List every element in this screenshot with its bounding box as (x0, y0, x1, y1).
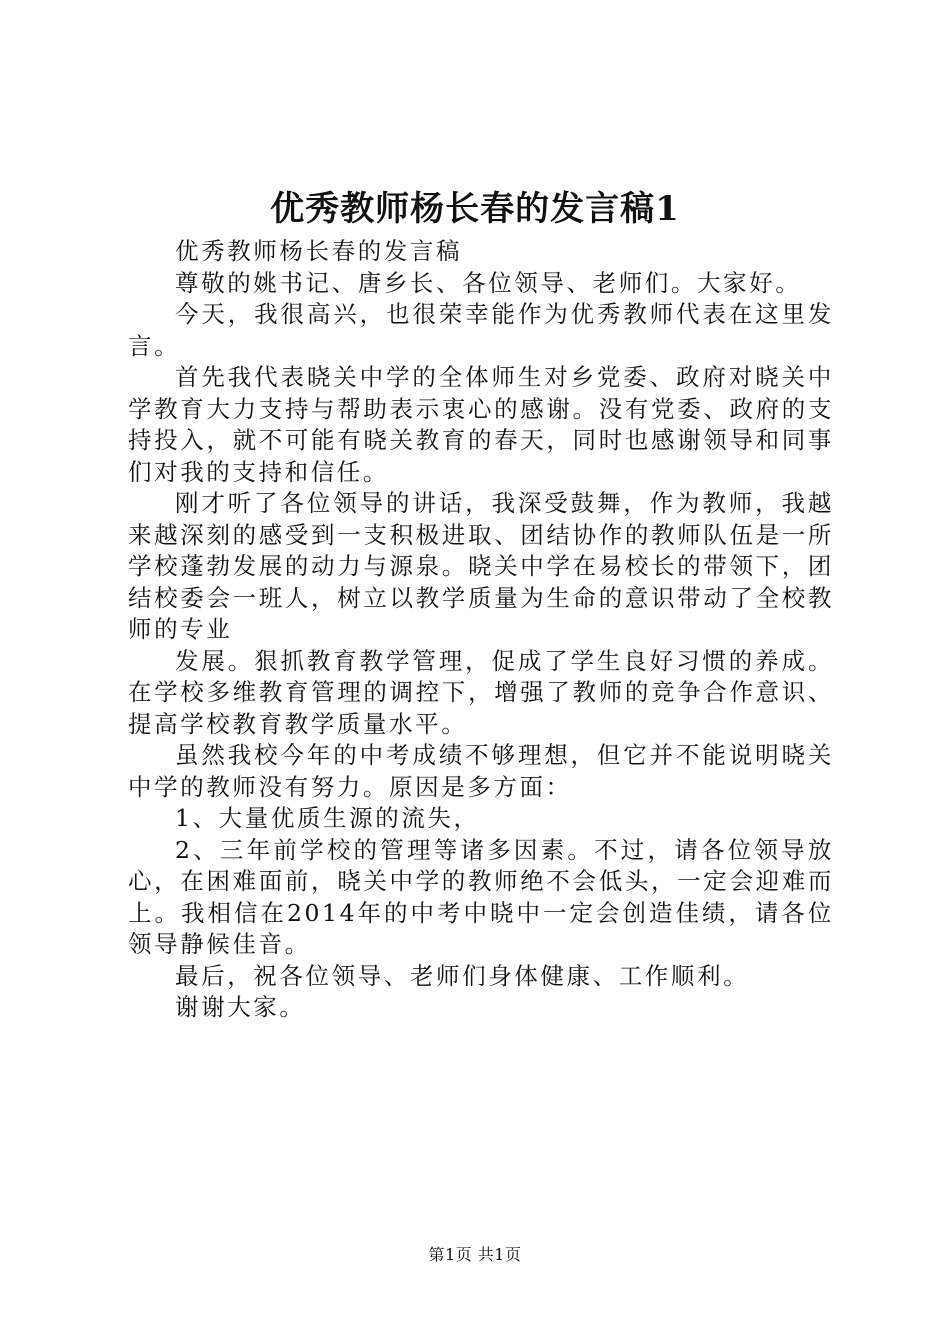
paragraph-greeting: 尊敬的姚书记、唐乡长、各位领导、老师们。大家好。 (175, 268, 802, 297)
paragraph-development: 发展。狠抓教育教学管理，促成了学生良好习惯的养成。在学校多维教育管理的调控下，增强了教师的竞争合作意识、提高学校教育教学质量水平。 (128, 646, 834, 738)
paragraph-opening: 今天，我很高兴，也很荣幸能作为优秀教师代表在这里发言。 (128, 300, 834, 360)
paragraph-wishes: 最后，祝各位领导、老师们身体健康、工作顺利。 (175, 961, 750, 990)
paragraph-heading: 优秀教师杨长春的发言稿 (175, 237, 463, 265)
paragraph-reason-2: 2、三年前学校的管理等诸多因素。不过，请各位领导放心，在困难面前，晓关中学的教师绝不会低头，一定会迎难而上。我相信在2014年的中考中晓中一定会创造佳绩，请各位领导静候佳音。 (128, 835, 834, 958)
paragraph-reason-1: 1、大量优质生源的流失， (175, 804, 480, 832)
paragraph-exam-results: 虽然我校今年的中考成绩不够理想，但它并不能说明晓关中学的教师没有努力。原因是多方面： (128, 741, 834, 801)
document-title: 优秀教师杨长春的发言稿1 (270, 189, 680, 229)
paragraph-closing: 谢谢大家。 (175, 993, 306, 1021)
document-body (128, 236, 834, 1024)
page-number-footer: 第1页 共1页 (428, 1245, 522, 1264)
paragraph-inspiration: 刚才听了各位领导的讲话，我深受鼓舞，作为教师，我越来越深刻的感受到一支积极进取、团结协作的教师队伍是一所学校蓬勃发展的动力与源泉。晓关中学在易校长的带领下，团结校委会一班人，树立以教学质量为生命的意识带动了全校教师的专业 (128, 489, 834, 643)
paragraph-thanks: 首先我代表晓关中学的全体师生对乡党委、政府对晓关中学教育大力支持与帮助表示衷心的感谢。没有党委、政府的支持投入，就不可能有晓关教育的春天，同时也感谢领导和同事们对我的支持和信任。 (128, 363, 834, 486)
